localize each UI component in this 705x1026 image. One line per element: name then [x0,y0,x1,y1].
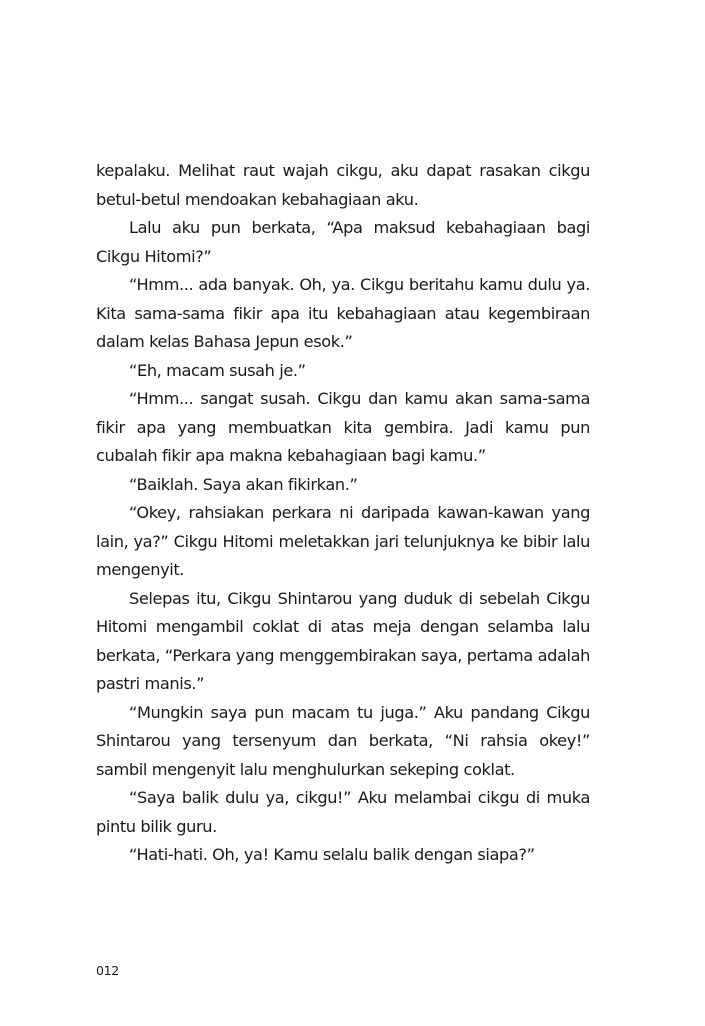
paragraph: “Eh, macam susah je.” [129,360,306,380]
paragraph: “Hmm... ada banyak. Oh, ya. Cikgu beritahu kamu dulu ya. Kita sama-sama fikir apa itu kebahagiaan atau kegembiraan dalam kelas Bahasa Jepun esok.” [96,275,590,351]
paragraph: kepalaku. Melihat raut wajah cikgu, aku dapat rasakan cikgu betul-betul mendoakan kebahagiaan aku. [96,161,590,209]
paragraph: Lalu aku pun berkata, “Apa maksud kebahagiaan bagi Cikgu Hitomi?” [96,218,590,266]
body-text [96,157,590,870]
paragraph: Selepas itu, Cikgu Shintarou yang duduk di sebelah Cikgu Hitomi mengambil coklat di atas meja dengan selamba lalu berkata, “Perkara yang menggembirakan saya, pertama adalah pastri manis.” [96,588,590,693]
paragraph: “Saya balik dulu ya, cikgu!” Aku melambai cikgu di muka pintu bilik guru. [96,788,590,836]
paragraph: “Baiklah. Saya akan fikirkan.” [129,474,358,494]
paragraph: “Mungkin saya pun macam tu juga.” Aku pandang Cikgu Shintarou yang tersenyum dan berkata, “Ni rahsia okey!” sambil mengenyit lalu menghulurkan sekeping coklat. [96,702,590,779]
paragraph: “Hati-hati. Oh, ya! Kamu selalu balik dengan siapa?” [129,845,535,864]
paragraph: “Okey, rahsiakan perkara ni daripada kawan-kawan yang lain, ya?” Cikgu Hitomi meletakkan jari telunjuknya ke bibir lalu mengenyit. [96,503,590,579]
page-number: 012 [96,963,119,978]
paragraph: “Hmm... sangat susah. Cikgu dan kamu akan sama-sama fikir apa yang membuatkan kita gembira. Jadi kamu pun cubalah fikir apa makna kebahagiaan bagi kamu.” [96,389,590,465]
